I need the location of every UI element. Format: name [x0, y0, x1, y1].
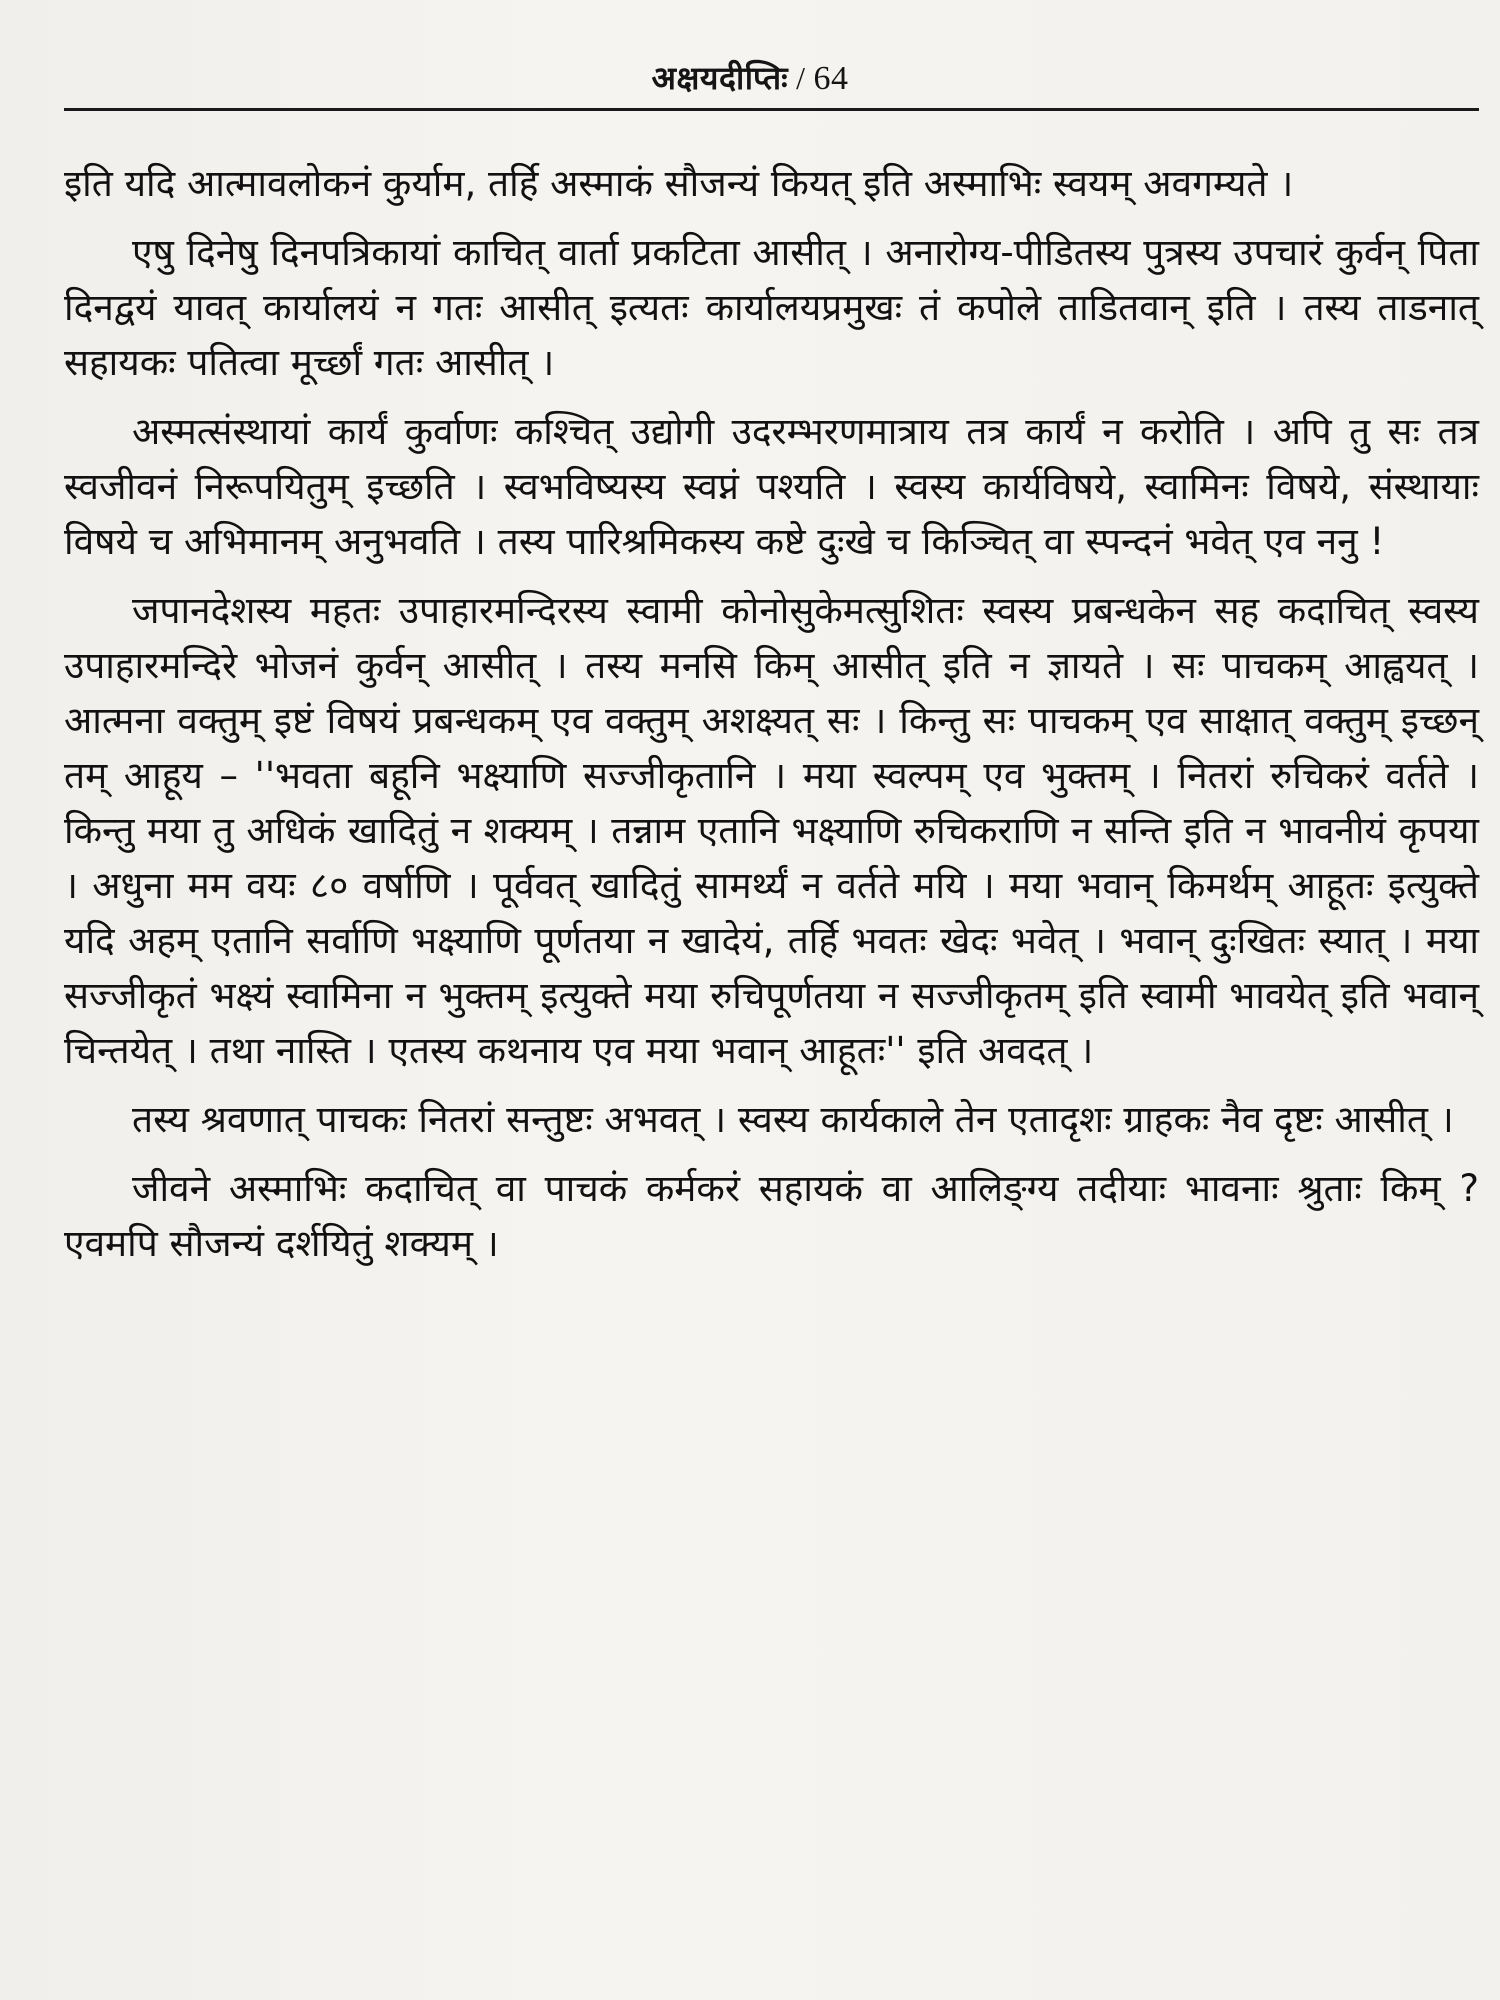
paragraph-4: जपानदेशस्य महतः उपाहारमन्दिरस्य स्वामी कोनोसुकेमत्सुशितः स्वस्य प्रबन्धकेन सह कदाचित् स्वस्य उपाहारमन्दिरे भोजनं कुर्वन् आसीत् । तस्य मनसि किम् आसीत् इति न ज्ञायते । सः पाचकम् आह्वयत् । आत्मना वक्तुम् इष्टं विषयं प्रबन्धकम् एव वक्तुम् अशक्ष्यत् सः । किन्तु सः पाचकम् एव साक्षात् वक्तुम् इच्छन् तम् आहूय – ''भवता बहूनि भक्ष्याणि सज्जीकृतानि । मया स्वल्पम् एव भुक्तम् । नितरां रुचिकरं वर्तते । किन्तु मया तु अधिकं खादितुं न शक्यम् । तन्नाम एतानि भक्ष्याणि रुचिकराणि न सन्ति इति न भावनीयं कृपया । अधुना मम वयः ८० वर्षाणि । पूर्ववत् खादितुं सामर्थ्यं न वर्तते मयि । मया भवान् किमर्थम् आहूतः इत्युक्ते यदि अहम् एतानि सर्वाणि भक्ष्याणि पूर्णतया न खादेयं, तर्हि भवतः खेदः भवेत् । भवान् दुःखितः स्यात् । मया सज्जीकृतं भक्ष्यं स्वामिना न भुक्तम् इत्युक्ते मया रुचिपूर्णतया न सज्जीकृतम् इति स्वामी भावयेत् इति भवान् चिन्तयेत् । तथा नास्ति । एतस्य कथनाय एव मया भवान् आहूतः'' इति अवदत् । [64, 589, 1479, 1072]
header-separator: / [796, 60, 806, 96]
paragraph-3: अस्मत्संस्थायां कार्यं कुर्वाणः कश्चित् उद्योगी उदरम्भरणमात्राय तत्र कार्यं न करोति । अपि तु सः तत्र स्वजीवनं निरूपयितुम् इच्छति । स्वभविष्यस्य स्वप्नं पश्यति । स्वस्य कार्यविषये, स्वामिनः विषये, संस्थायाः विषये च अभिमानम् अनुभवति । तस्य पारिश्रमिकस्य कष्टे दुःखे च किञ्चित् वा स्पन्दनं भवेत् एव ननु ! [64, 410, 1479, 563]
running-header [0, 56, 1500, 99]
paragraph-2: एषु दिनेषु दिनपत्रिकायां काचित् वार्ता प्रकटिता आसीत् । अनारोग्य-पीडितस्य पुत्रस्य उपचारं कुर्वन् पिता दिनद्वयं यावत् कार्यालयं न गतः आसीत् इत्यतः कार्यालयप्रमुखः तं कपोले ताडितवान् इति । तस्य ताडनात् सहायकः पतित्वा मूर्च्छां गतः आसीत् । [64, 231, 1479, 384]
paragraph-6: जीवने अस्माभिः कदाचित् वा पाचकं कर्मकरं सहायकं वा आलिङ्ग्य तदीयाः भावनाः श्रुताः किम् ? एवमपि सौजन्यं दर्शयितुं शक्यम् । [64, 1167, 1479, 1265]
paragraph-1: इति यदि आत्मावलोकनं कुर्याम, तर्हि अस्माकं सौजन्यं कियत् इति अस्माभिः स्वयम् अवगम्यते । [64, 162, 1294, 205]
book-title: अक्षयदीप्तिः [651, 59, 789, 97]
body-text [64, 156, 1479, 1285]
paragraph-5: तस्य श्रवणात् पाचकः नितरां सन्तुष्टः अभवत् । स्वस्य कार्यकाले तेन एतादृशः ग्राहकः नैव दृष्टः आसीत् । [132, 1098, 1454, 1141]
header-rule [64, 108, 1479, 111]
page-number: 64 [813, 60, 849, 97]
